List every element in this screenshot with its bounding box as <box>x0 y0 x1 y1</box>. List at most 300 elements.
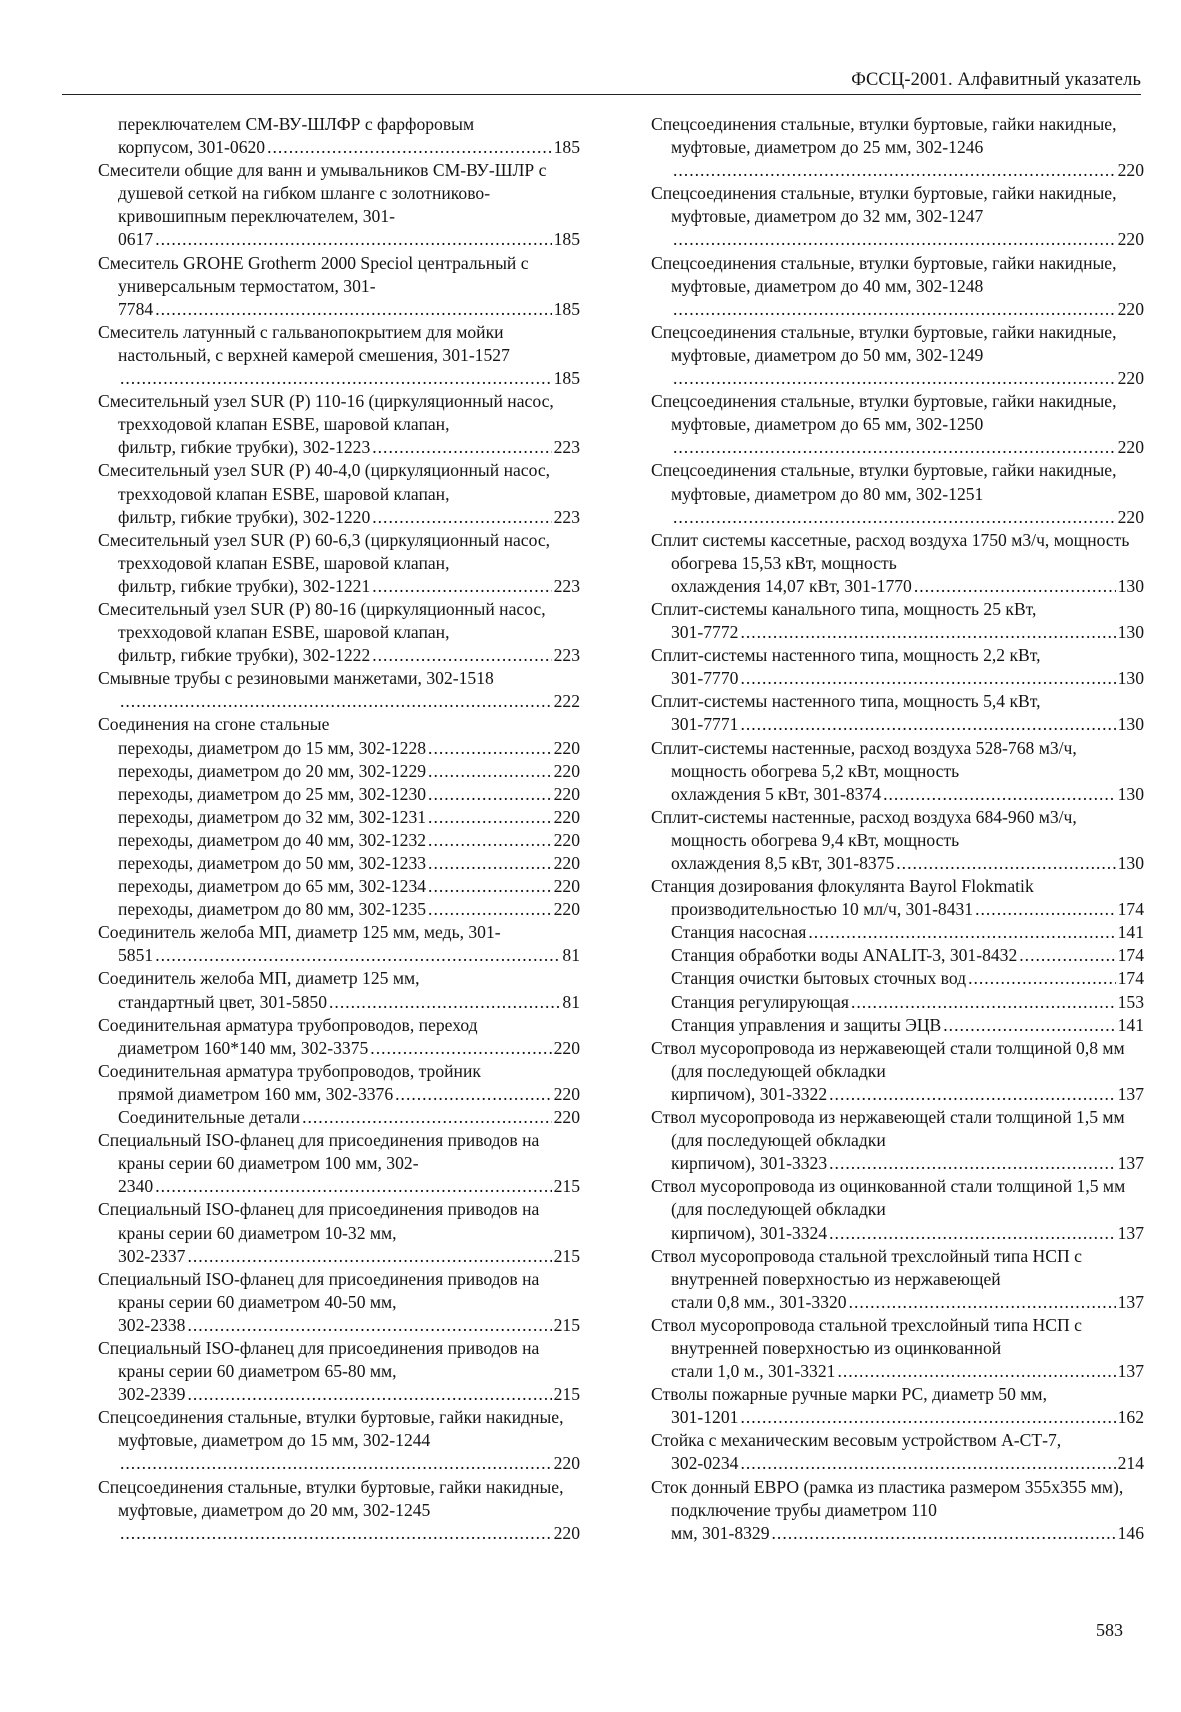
entry-text: Ствол мусоропровода стальной трехслойный типа НСП с внутренней поверхностью из нержавеющей <box>651 1245 1082 1289</box>
entry-text: Сплит-системы настенные, расход воздуха 528-768 м3/ч, мощность обогрева 5,2 кВт, мощность <box>651 737 1077 781</box>
dot-leader <box>155 298 551 321</box>
dot-leader <box>395 1083 551 1106</box>
dot-leader <box>829 1152 1115 1175</box>
index-entry <box>98 598 580 667</box>
dot-leader <box>120 1452 552 1475</box>
entry-reference: производительностью 10 мл/ч, 301-8431 <box>671 899 974 920</box>
entry-page-number: 223 <box>553 645 580 666</box>
dot-leader <box>428 875 552 898</box>
entry-page-number: 220 <box>1117 298 1144 319</box>
entry-tail <box>671 667 1144 690</box>
entry-tail <box>118 690 580 713</box>
entry-text: Сплит-системы настенного типа, мощность 2,2 кВт, <box>651 645 1041 666</box>
index-entry <box>651 113 1144 182</box>
entry-tail <box>118 898 580 921</box>
entry-reference: Станция обработки воды ANALIT-3, 301-8432 <box>671 945 1018 966</box>
index-entry <box>98 1268 580 1337</box>
entry-reference: фильтр, гибкие трубки), 302-1222 <box>118 645 371 666</box>
index-entry <box>98 1337 580 1406</box>
entry-tail <box>118 1106 580 1129</box>
entry-page-number: 174 <box>1117 945 1144 966</box>
index-entry <box>98 113 580 159</box>
running-header: ФССЦ-2001. Алфавитный указатель <box>851 70 1141 90</box>
entry-text: Сплит-системы настенного типа, мощность 5,4 кВт, <box>651 691 1041 712</box>
entry-tail <box>671 1406 1144 1429</box>
entry-page-number: 146 <box>1117 1522 1144 1543</box>
entry-page-number: 130 <box>1117 668 1144 689</box>
entry-tail <box>671 852 1144 875</box>
entry-page-number: 220 <box>553 853 580 873</box>
entry-reference: переходы, диаметром до 40 мм, 302-1232 <box>118 829 427 850</box>
entry-text: Соединитель желоба МП, диаметр 125 мм, медь, 301- <box>98 922 501 943</box>
entry-page-number: 130 <box>1117 853 1144 873</box>
entry-reference: Станция насосная <box>671 922 807 943</box>
dot-leader <box>829 1222 1115 1245</box>
entry-text: Соединительная арматура трубопроводов, переход <box>98 1014 478 1035</box>
index-entry <box>98 529 580 598</box>
entry-text: Ствол мусоропровода стальной трехслойный типа НСП с внутренней поверхностью из оцинкованной <box>651 1314 1082 1358</box>
entry-tail <box>671 159 1144 182</box>
dot-leader <box>428 737 552 760</box>
entry-reference: 301-7771 <box>671 714 739 735</box>
entry-tail <box>118 136 580 159</box>
entry-tail <box>118 1037 580 1060</box>
index-entry <box>651 1245 1144 1314</box>
dot-leader <box>772 1522 1116 1545</box>
entry-page-number: 81 <box>562 991 580 1012</box>
entry-page-number: 223 <box>553 437 580 458</box>
index-entry <box>98 898 580 921</box>
entry-page-number: 130 <box>1117 575 1144 596</box>
index-entry <box>98 321 580 390</box>
entry-tail <box>671 944 1144 967</box>
index-entry <box>98 1129 580 1198</box>
dot-leader <box>372 436 551 459</box>
entry-tail <box>118 760 580 783</box>
entry-page-number: 220 <box>553 783 580 804</box>
entry-page-number: 220 <box>553 829 580 850</box>
entry-page-number: 130 <box>1117 622 1144 643</box>
entry-tail <box>118 436 580 459</box>
entry-page-number: 222 <box>553 691 580 712</box>
entry-page-number: 220 <box>553 1107 580 1128</box>
entry-page-number: 141 <box>1117 922 1144 943</box>
entry-reference: переходы, диаметром до 50 мм, 302-1233 <box>118 853 427 873</box>
index-entry <box>98 921 580 967</box>
entry-tail <box>671 298 1144 321</box>
entry-tail <box>118 1452 580 1475</box>
entry-tail <box>671 1360 1144 1383</box>
entry-reference: кирпичом), 301-3323 <box>671 1153 828 1174</box>
entry-page-number: 220 <box>1117 229 1144 250</box>
entry-text: Спецсоединения стальные, втулки буртовые, гайки накидные, муфтовые, диаметром до 80 мм, 302-1251 <box>651 460 1117 504</box>
entry-tail <box>671 991 1144 1014</box>
entry-page-number: 185 <box>553 229 580 250</box>
dot-leader <box>740 713 1115 736</box>
dot-leader <box>155 944 560 967</box>
entry-page-number: 137 <box>1117 1291 1144 1312</box>
entry-reference: 2340 <box>118 1176 154 1197</box>
entry-page-number: 220 <box>553 760 580 781</box>
entry-page-number: 137 <box>1117 1083 1144 1104</box>
entry-tail <box>671 506 1144 529</box>
index-entry <box>98 1198 580 1267</box>
entry-tail <box>671 967 1144 990</box>
index-entry <box>98 159 580 251</box>
entry-text: переключателем СМ-ВУ-ШЛФР с фарфоровым <box>118 114 475 134</box>
entry-text: Специальный ISO-фланец для присоединения приводов на краны серии 60 диаметром 10-32 мм, <box>98 1199 540 1243</box>
entry-reference: кирпичом), 301-3324 <box>671 1222 828 1243</box>
entry-text: Специальный ISO-фланец для присоединения приводов на краны серии 60 диаметром 65-80 мм, <box>98 1337 540 1382</box>
entry-page-number: 220 <box>553 806 580 827</box>
entry-page-number: 162 <box>1117 1407 1144 1428</box>
entry-tail <box>671 921 1144 944</box>
entry-tail <box>671 1222 1144 1245</box>
index-entry <box>651 921 1144 944</box>
entry-page-number: 214 <box>1117 1453 1144 1474</box>
entry-tail <box>671 436 1144 459</box>
entry-reference: Станция очистки бытовых сточных вод <box>671 968 967 989</box>
entry-reference: переходы, диаметром до 80 мм, 302-1235 <box>118 899 427 920</box>
entry-reference: переходы, диаметром до 20 мм, 302-1229 <box>118 760 427 781</box>
entry-page-number: 223 <box>553 575 580 596</box>
entry-tail <box>671 1083 1144 1106</box>
dot-leader <box>428 806 552 829</box>
entry-text: Соединительная арматура трубопроводов, тройник <box>98 1060 481 1081</box>
entry-tail <box>671 898 1144 921</box>
entry-tail <box>118 1522 580 1545</box>
index-entry <box>98 1060 580 1106</box>
entry-reference: стандартный цвет, 301-5850 <box>118 991 328 1012</box>
entry-tail <box>118 506 580 529</box>
entry-text: Ствол мусоропровода из нержавеющей стали толщиной 1,5 мм (для последующей обкладки <box>651 1107 1125 1151</box>
entry-page-number: 220 <box>553 1037 580 1058</box>
entry-reference: 302-0234 <box>671 1453 739 1474</box>
dot-leader <box>849 1291 1116 1314</box>
entry-text: Ствол мусоропровода из нержавеющей стали толщиной 0,8 мм (для последующей обкладки <box>651 1037 1125 1081</box>
entry-tail <box>671 783 1144 806</box>
entry-page-number: 215 <box>553 1176 580 1197</box>
index-entry <box>98 1406 580 1475</box>
entry-reference: 302-2338 <box>118 1314 186 1335</box>
entry-reference: переходы, диаметром до 25 мм, 302-1230 <box>118 783 427 804</box>
entry-text: Сплит-системы канального типа, мощность 25 кВт, <box>651 598 1037 619</box>
entry-text: Спецсоединения стальные, втулки буртовые, гайки накидные, муфтовые, диаметром до 15 мм, 302-1244 <box>98 1407 564 1451</box>
entry-page-number: 130 <box>1117 714 1144 735</box>
entry-page-number: 185 <box>553 298 580 319</box>
dot-leader <box>120 690 552 713</box>
entry-text: Смеситель латунный с гальванопокрытием для мойки настольный, с верхней камерой смешения, 301-1527 <box>98 321 510 365</box>
entry-tail <box>118 829 580 852</box>
entry-text: Спецсоединения стальные, втулки буртовые, гайки накидные, муфтовые, диаметром до 40 мм, 302-1248 <box>651 252 1117 296</box>
index-entry <box>98 1476 580 1545</box>
entry-reference: Станция регулирующая <box>671 991 849 1012</box>
index-entry <box>651 459 1144 528</box>
index-entry <box>98 806 580 829</box>
entry-reference: Соединительные детали <box>118 1107 301 1128</box>
entry-tail <box>118 228 580 251</box>
entry-page-number: 220 <box>553 1522 580 1543</box>
entry-page-number: 220 <box>553 1083 580 1104</box>
entry-page-number: 174 <box>1117 968 1144 989</box>
entry-page-number: 220 <box>553 737 580 758</box>
dot-leader <box>155 228 551 251</box>
dot-leader <box>837 1360 1115 1383</box>
index-entry <box>98 967 580 1013</box>
entry-tail <box>671 575 1144 598</box>
dot-leader <box>673 228 1116 251</box>
index-entry <box>651 875 1144 921</box>
dot-leader <box>155 1175 551 1198</box>
entry-text: Стойка с механическим весовым устройством А-СТ-7, <box>651 1430 1062 1451</box>
entry-reference: фильтр, гибкие трубки), 302-1223 <box>118 437 371 458</box>
index-entry <box>651 1383 1144 1429</box>
entry-text: Станция дозирования флокулянта Bayrol Flokmatik <box>651 876 1034 897</box>
entry-text: Спецсоединения стальные, втулки буртовые, гайки накидные, муфтовые, диаметром до 20 мм, 302-1245 <box>98 1476 564 1520</box>
entry-reference: 301-1201 <box>671 1407 739 1428</box>
index-entry <box>651 944 1144 967</box>
dot-leader <box>372 506 551 529</box>
entry-reference: 0617 <box>118 229 154 250</box>
entry-tail <box>118 298 580 321</box>
dot-leader <box>187 1383 551 1406</box>
dot-leader <box>673 298 1116 321</box>
index-entry <box>98 713 580 736</box>
entry-text: Смесители общие для ванн и умывальников СМ-ВУ-ШЛР с душевой сеткой на гибком шланге с золотниково-кривошипным переключателем, 301- <box>98 160 547 227</box>
entry-tail <box>118 852 580 875</box>
dot-leader <box>883 783 1116 806</box>
dot-leader <box>370 1037 551 1060</box>
entry-reference: 7784 <box>118 298 154 319</box>
entry-tail <box>118 783 580 806</box>
entry-text: Спецсоединения стальные, втулки буртовые, гайки накидные, муфтовые, диаметром до 50 мм, 302-1249 <box>651 321 1117 365</box>
entry-text: Спецсоединения стальные, втулки буртовые, гайки накидные, муфтовые, диаметром до 65 мм, 302-1250 <box>651 391 1117 435</box>
entry-page-number: 220 <box>553 1453 580 1474</box>
entry-text: Специальный ISO-фланец для присоединения приводов на краны серии 60 диаметром 40-50 мм, <box>98 1268 540 1312</box>
index-entry <box>651 321 1144 390</box>
entry-tail <box>118 1314 580 1337</box>
dot-leader <box>673 506 1116 529</box>
entry-reference: 302-2339 <box>118 1384 186 1405</box>
dot-leader <box>914 575 1116 598</box>
index-entry <box>651 182 1144 251</box>
index-entry <box>98 667 580 713</box>
entry-page-number: 215 <box>553 1314 580 1335</box>
entry-reference: охлаждения 8,5 кВт, 301-8375 <box>671 853 895 873</box>
index-entry <box>98 852 580 875</box>
dot-leader <box>428 760 552 783</box>
entry-reference: 5851 <box>118 945 154 966</box>
entry-tail <box>118 1083 580 1106</box>
index-entry <box>651 1014 1144 1037</box>
index-entry <box>651 390 1144 459</box>
entry-text: Смесительный узел SUR (Р) 110-16 (циркуляционный насос, трехходовой клапан ESBE, шаровой клапан, <box>98 391 554 435</box>
entry-reference: фильтр, гибкие трубки), 302-1221 <box>118 575 371 596</box>
entry-reference: переходы, диаметром до 32 мм, 302-1231 <box>118 806 427 827</box>
dot-leader <box>372 644 551 667</box>
dot-leader <box>808 921 1115 944</box>
right-index-column <box>651 113 1144 1545</box>
entry-tail <box>671 228 1144 251</box>
entry-text: Сток донный ЕВРО (рамка из пластика размером 355х355 мм), подключение трубы диаметром 110 <box>651 1476 1124 1520</box>
index-entry <box>651 967 1144 990</box>
entry-tail <box>118 367 580 390</box>
index-entry <box>651 529 1144 598</box>
entry-page-number: 220 <box>1117 160 1144 181</box>
dot-leader <box>1019 944 1115 967</box>
index-entry <box>651 1175 1144 1244</box>
dot-leader <box>740 667 1115 690</box>
dot-leader <box>968 967 1116 990</box>
index-entry <box>98 829 580 852</box>
dot-leader <box>428 898 552 921</box>
dot-leader <box>673 436 1116 459</box>
dot-leader <box>120 1522 552 1545</box>
entry-tail <box>118 575 580 598</box>
dot-leader <box>740 1452 1115 1475</box>
page-number: 583 <box>1096 1620 1123 1640</box>
entry-text: Соединения на сгоне стальные <box>98 714 330 735</box>
entry-page-number: 215 <box>553 1245 580 1266</box>
entry-page-number: 153 <box>1117 991 1144 1012</box>
entry-text: Ствол мусоропровода из оцинкованной стали толщиной 1,5 мм (для последующей обкладки <box>651 1176 1126 1220</box>
index-entry <box>651 1476 1144 1545</box>
entry-page-number: 220 <box>1117 368 1144 389</box>
entry-tail <box>671 621 1144 644</box>
entry-text: Спецсоединения стальные, втулки буртовые, гайки накидные, муфтовые, диаметром до 32 мм, 302-1247 <box>651 183 1117 227</box>
entry-reference: стали 1,0 м., 301-3321 <box>671 1361 836 1382</box>
index-entry <box>651 690 1144 736</box>
entry-reference: кирпичом), 301-3322 <box>671 1083 828 1104</box>
entry-page-number: 185 <box>553 368 580 389</box>
entry-page-number: 215 <box>553 1384 580 1405</box>
dot-leader <box>740 1406 1115 1429</box>
entry-reference: стали 0,8 мм., 301-3320 <box>671 1291 847 1312</box>
entry-page-number: 81 <box>562 945 580 966</box>
entry-text: Смеситель GROHE Grotherm 2000 Speciol центральный с универсальным термостатом, 301- <box>98 252 529 296</box>
entry-page-number: 130 <box>1117 783 1144 804</box>
entry-text: Специальный ISO-фланец для присоединения приводов на краны серии 60 диаметром 100 мм, 302- <box>98 1130 540 1174</box>
index-entry <box>98 737 580 760</box>
index-entry <box>651 1314 1144 1383</box>
entry-tail <box>671 1291 1144 1314</box>
dot-leader <box>673 159 1116 182</box>
dot-leader <box>943 1014 1115 1037</box>
dot-leader <box>428 783 552 806</box>
entry-tail <box>671 1014 1144 1037</box>
dot-leader <box>428 829 552 852</box>
index-entry <box>98 783 580 806</box>
index-entry <box>651 252 1144 321</box>
entry-reference: мм, 301-8329 <box>671 1522 770 1543</box>
entry-reference: переходы, диаметром до 15 мм, 302-1228 <box>118 737 427 758</box>
index-entry <box>651 1106 1144 1175</box>
entry-page-number: 223 <box>553 506 580 527</box>
index-entry <box>98 459 580 528</box>
index-entry <box>98 252 580 321</box>
dot-leader <box>740 621 1115 644</box>
dot-leader <box>267 136 552 159</box>
entry-reference: фильтр, гибкие трубки), 302-1220 <box>118 506 371 527</box>
dot-leader <box>372 575 551 598</box>
entry-tail <box>118 1383 580 1406</box>
entry-reference: охлаждения 14,07 кВт, 301-1770 <box>671 575 912 596</box>
entry-text: Сплит системы кассетные, расход воздуха 1750 м3/ч, мощность обогрева 15,53 кВт, мощность <box>651 529 1130 573</box>
index-entry <box>98 390 580 459</box>
entry-text: Спецсоединения стальные, втулки буртовые, гайки накидные, муфтовые, диаметром до 25 мм, 302-1246 <box>651 114 1117 158</box>
entry-reference: Станция управления и защиты ЭЦВ <box>671 1014 942 1035</box>
entry-text: Соединитель желоба МП, диаметр 125 мм, <box>98 968 420 989</box>
index-entry <box>98 875 580 898</box>
entry-tail <box>118 944 580 967</box>
index-entry <box>651 644 1144 690</box>
dot-leader <box>851 991 1116 1014</box>
dot-leader <box>428 852 552 875</box>
entry-tail <box>118 806 580 829</box>
entry-tail <box>118 1245 580 1268</box>
dot-leader <box>896 852 1115 875</box>
index-entry <box>98 760 580 783</box>
dot-leader <box>187 1245 551 1268</box>
entry-tail <box>671 367 1144 390</box>
entry-reference: 301-7772 <box>671 622 739 643</box>
dot-leader <box>975 898 1116 921</box>
entry-page-number: 137 <box>1117 1222 1144 1243</box>
header-rule <box>62 94 1141 95</box>
entry-reference: диаметром 160*140 мм, 302-3375 <box>118 1037 369 1058</box>
entry-tail <box>118 875 580 898</box>
dot-leader <box>673 367 1116 390</box>
entry-tail <box>671 713 1144 736</box>
entry-page-number: 137 <box>1117 1361 1144 1382</box>
index-entry <box>651 1037 1144 1106</box>
index-entry <box>651 1429 1144 1475</box>
entry-reference: охлаждения 5 кВт, 301-8374 <box>671 783 882 804</box>
dot-leader <box>329 991 560 1014</box>
entry-tail <box>671 1522 1144 1545</box>
index-entry <box>98 1014 580 1060</box>
entry-page-number: 220 <box>1117 506 1144 527</box>
entry-page-number: 220 <box>1117 437 1144 458</box>
entry-text: Смесительный узел SUR (Р) 60-6,3 (циркуляционный насос, трехходовой клапан ESBE, шаровой клапан, <box>98 529 551 573</box>
entry-reference: 301-7770 <box>671 668 739 689</box>
entry-text: Смесительный узел SUR (Р) 80-16 (циркуляционный насос, трехходовой клапан ESBE, шаровой клапан, <box>98 598 546 643</box>
index-entry <box>651 806 1144 875</box>
entry-tail <box>118 991 580 1014</box>
entry-tail <box>671 1152 1144 1175</box>
entry-tail <box>118 644 580 667</box>
entry-text: Смесительный узел SUR (Р) 40-4,0 (циркуляционный насос, трехходовой клапан ESBE, шаровой клапан, <box>98 460 551 504</box>
left-index-column <box>98 113 580 1545</box>
dot-leader <box>302 1106 552 1129</box>
entry-reference: корпусом, 301-0620 <box>118 137 266 158</box>
entry-page-number: 220 <box>553 899 580 920</box>
index-entry <box>651 737 1144 806</box>
entry-text: Смывные трубы с резиновыми манжетами, 302-1518 <box>98 668 494 689</box>
entry-tail <box>118 1175 580 1198</box>
dot-leader <box>120 367 552 390</box>
entry-reference: 302-2337 <box>118 1245 186 1266</box>
index-entry <box>651 991 1144 1014</box>
index-entry <box>98 1106 580 1129</box>
dot-leader <box>187 1314 551 1337</box>
dot-leader <box>829 1083 1115 1106</box>
index-entry <box>651 598 1144 644</box>
entry-page-number: 141 <box>1117 1014 1144 1035</box>
entry-text: Стволы пожарные ручные марки РС, диаметр 50 мм, <box>651 1384 1047 1405</box>
entry-page-number: 220 <box>553 876 580 897</box>
entry-reference: прямой диаметром 160 мм, 302-3376 <box>118 1083 394 1104</box>
